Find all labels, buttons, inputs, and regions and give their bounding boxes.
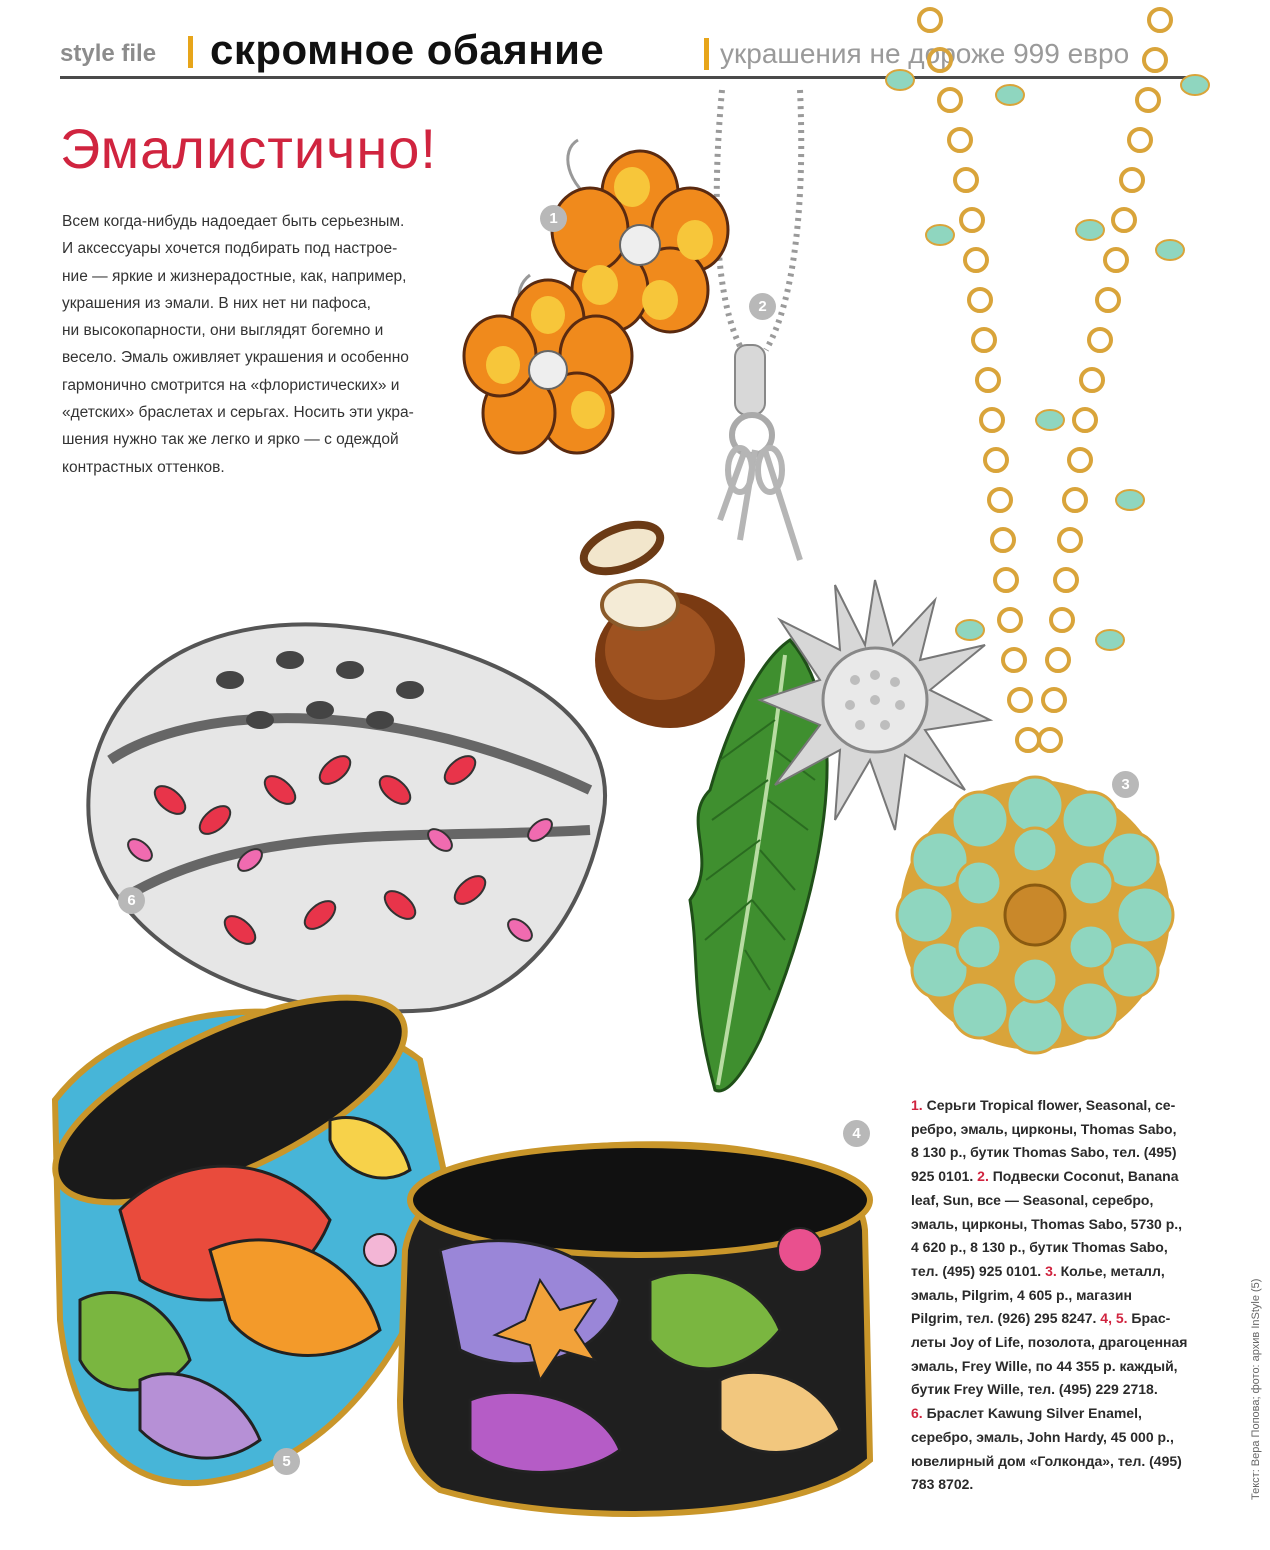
credit-number: 2. [977,1168,989,1185]
credit-number: 1. [911,1097,923,1113]
credit-text: Серьги Tropical flower, Seasonal, се- [922,1097,1176,1113]
mint-enamel-drops [886,70,1209,650]
credit-line: эмаль, Frey Wille, по 44 355 р. каждый, [911,1357,1178,1374]
enamel-bangle-large [28,956,450,1483]
credit-line [911,1260,1211,1284]
photo-credit: Текст: Вера Попова; фото: архив InStyle (5) [1250,1278,1262,1500]
credit-text: тел. (495) 925 0101. [911,1262,1046,1279]
section-label: style file [60,40,157,67]
credit-line: 4 620 р., 8 130 р., бутик Thomas Sabo, [911,1239,1168,1256]
intro-line: шения нужно так же легко и ярко — с одеждой [62,431,399,449]
intro-line: гармонично смотрится на «флористических» и [62,376,400,394]
page-subtitle: украшения не дороже 999 евро [720,38,1130,69]
credit-line [911,1165,1211,1189]
credit-line: leaf, Sun, все — Seasonal, серебро, [911,1191,1154,1208]
credit-text: 925 0101. [911,1168,978,1185]
page-title: скромное обаяние [210,26,605,73]
credit-line: ребро, эмаль, цирконы, Thomas Sabo, [911,1120,1177,1137]
credit-line [911,1402,1211,1426]
flower-earrings [464,140,728,453]
product-credits [911,1094,1211,1497]
mint-medallion [897,777,1173,1053]
coconut-pendant [578,516,745,728]
silver-enamel-bracelet [88,624,605,1011]
credit-line: ювелирный дом «Голконда», тел. (495) [911,1452,1182,1469]
intro-line: ние — яркие и жизнерадостные, как, например, [62,267,407,285]
credit-line: бутик Frey Wille, тел. (495) 229 2718. [911,1381,1158,1398]
credit-line: леты Joy of Life, позолота, драгоценная [911,1334,1188,1351]
credit-line: 783 8702. [911,1476,974,1493]
credit-text: Брас- [1127,1310,1171,1327]
enamel-bangle-dark [400,1144,870,1514]
item-number: 6 [118,887,145,914]
credit-text: Колье, металл, [1056,1262,1165,1279]
item-number: 3 [1112,771,1139,798]
credit-line: эмаль, цирконы, Thomas Sabo, 5730 р., [911,1215,1183,1232]
credit-line [911,1094,1211,1118]
gold-necklace-chain [919,9,1171,751]
credit-number: 3. [1045,1262,1057,1279]
intro-line: контрастных оттенков. [62,458,225,476]
intro-line: весело. Эмаль оживляет украшения и особенно [62,349,409,367]
intro-line: украшения из эмали. В них нет ни пафоса, [62,294,371,312]
credit-text: Браслет Kawung Silver Enamel, [922,1405,1142,1422]
credit-line: эмаль, Pilgrim, 4 605 р., магазин [911,1286,1132,1303]
credit-number: 4, 5. [1100,1310,1128,1327]
item-number: 5 [273,1448,300,1475]
credit-text: Pilgrim, тел. (926) 295 8247. [911,1310,1101,1327]
intro-line: И аксессуары хочется подбирать под настрое- [62,240,398,258]
intro-line: ни высокопарности, они выглядят богемно и [62,322,384,340]
credit-number: 6. [911,1405,923,1422]
item-number: 2 [749,293,776,320]
item-number: 4 [843,1120,870,1147]
intro-line: Всем когда-нибудь надоедает быть серьезным. [62,213,405,230]
headline: Эмалистично! [60,117,437,180]
intro-line: «детских» браслетах и серьгах. Носить эти укра- [62,404,414,422]
credit-line [911,1307,1211,1331]
item-number: 1 [540,205,567,232]
credit-text: Подвески Coconut, Banana [988,1168,1179,1185]
credit-line: 8 130 р., бутик Thomas Sabo, тел. (495) [911,1144,1177,1161]
credit-line: серебро, эмаль, John Hardy, 45 000 р., [911,1428,1174,1445]
